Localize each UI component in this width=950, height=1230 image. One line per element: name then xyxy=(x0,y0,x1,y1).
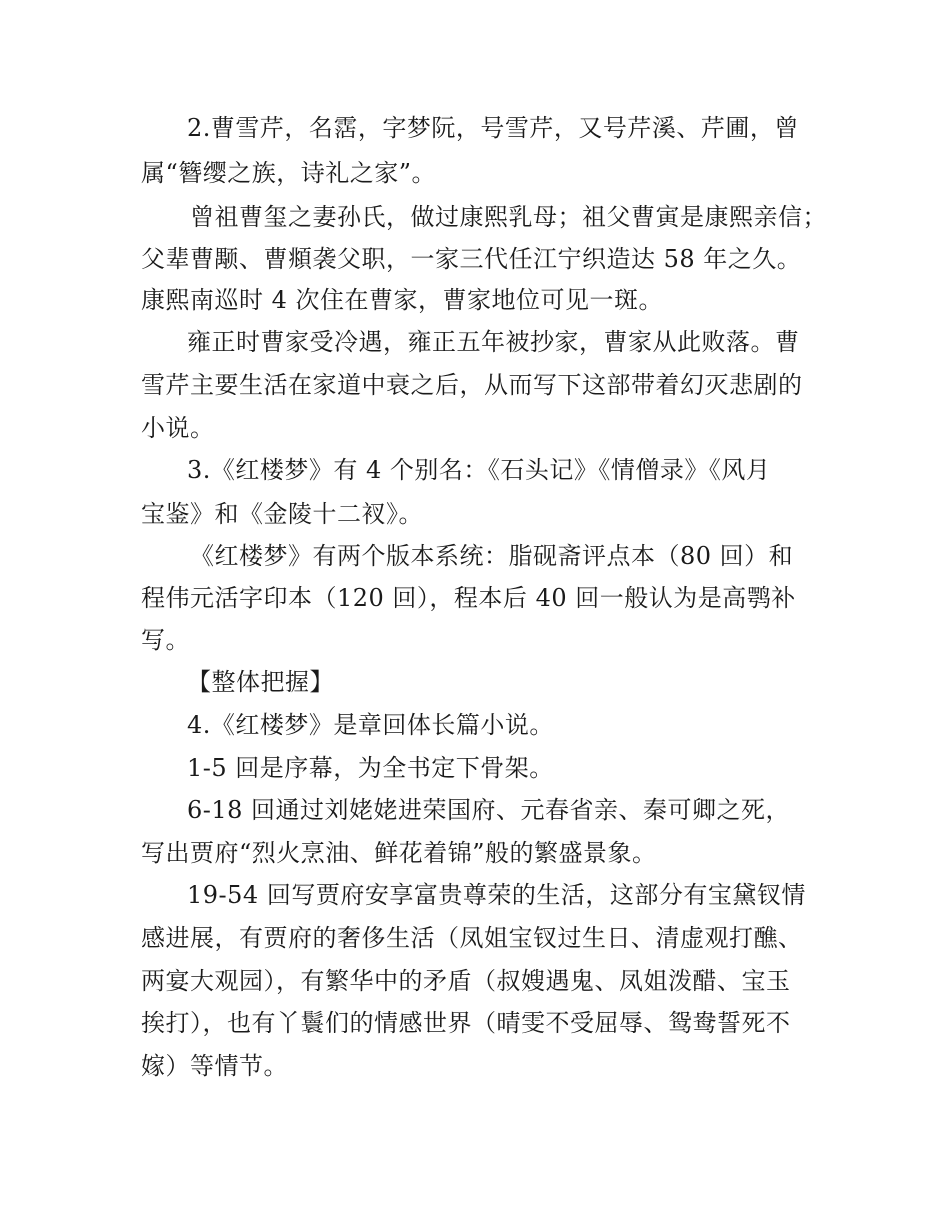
text-line: 宝鉴》和《金陵十二衩》。 xyxy=(141,500,423,528)
text-line: 《红楼梦》有两个版本系统：脂砚斋评点本（80 回）和 xyxy=(190,542,794,570)
text-line: 1-5 回是序幕，为全书定下骨架。 xyxy=(187,754,554,782)
text-line: 感进展，有贾府的奢侈生活（凤姐宝钗过生日、清虚观打醮、 xyxy=(141,924,803,952)
text-line: 曾祖曹玺之妻孙氏，做过康熙乳母；祖父曹寅是康熙亲信； xyxy=(190,203,827,231)
text-line: 嫁）等情节。 xyxy=(141,1052,288,1080)
text-line: 雍正时曹家受冷遇，雍正五年被抄家，曹家从此败落。曹 xyxy=(187,328,800,356)
text-line: 写。 xyxy=(141,626,190,654)
section-heading: 【整体把握】 xyxy=(187,668,334,696)
text-line: 程伟元活字印本（120 回），程本后 40 回一般认为是高鹗补 xyxy=(141,584,796,612)
text-line: 康熙南巡时 4 次住在曹家，曹家地位可见一斑。 xyxy=(141,286,664,314)
text-line: 雪芹主要生活在家道中衰之后，从而写下这部带着幻灭悲剧的 xyxy=(141,371,803,399)
text-line: 19-54 回写贾府安享富贵尊荣的生活，这部分有宝黛钗情 xyxy=(187,881,806,909)
text-line: 两宴大观园），有繁华中的矛盾（叔嫂遇鬼、凤姐泼醋、宝玉 xyxy=(141,967,791,995)
text-line: 2.曹雪芹，名霑，字梦阮，号雪芹，又号芹溪、芹圃，曾 xyxy=(187,114,799,142)
text-line: 4.《红楼梦》是章回体长篇小说。 xyxy=(187,711,554,739)
text-line: 写出贾府“烈火烹油、鲜花着锦”般的繁盛景象。 xyxy=(141,839,657,867)
text-line: 属“簪缨之族，诗礼之家”。 xyxy=(141,159,437,187)
text-line: 小说。 xyxy=(141,414,215,442)
text-line: 3.《红楼梦》有 4 个别名：《石头记》《情僧录》《风月 xyxy=(187,456,771,484)
text-line: 6-18 回通过刘姥姥进荣国府、元春省亲、秦可卿之死， xyxy=(187,796,791,824)
text-line: 挨打），也有丫鬟们的情感世界（晴雯不受屈辱、鸳鸯誓死不 xyxy=(141,1009,791,1037)
text-line: 父辈曹颙、曹頫袭父职，一家三代任江宁织造达 58 年之久。 xyxy=(141,245,802,273)
